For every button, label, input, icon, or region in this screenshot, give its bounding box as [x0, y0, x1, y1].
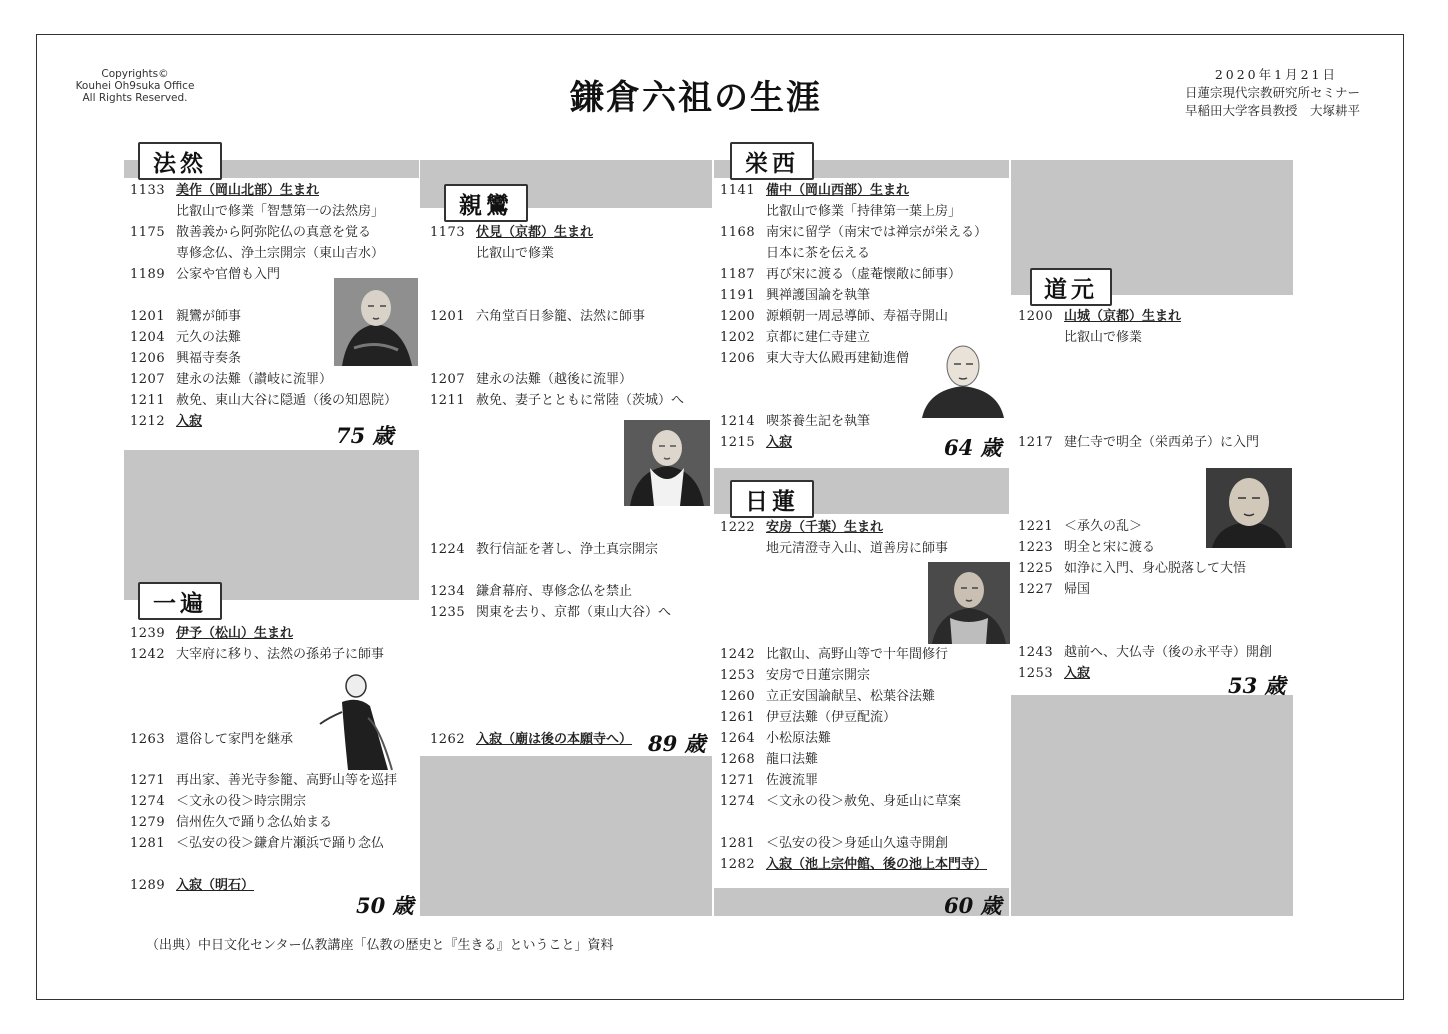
event-year: 1264 — [720, 731, 756, 746]
nichiren-event-row — [720, 729, 831, 749]
shinran-event-row — [430, 540, 658, 560]
event-year: 1206 — [720, 351, 756, 366]
shinran-event-row — [430, 307, 645, 327]
event-description: 親鸞が師事 — [176, 309, 242, 324]
event-year: 1261 — [720, 710, 756, 725]
shinran-event-row — [430, 391, 684, 411]
event-description: 興福寺奏条 — [176, 351, 242, 366]
event-year: 1189 — [130, 267, 166, 282]
eisai-event-row — [720, 412, 870, 432]
event-year: 1204 — [130, 330, 166, 345]
event-description: 立正安国論献呈、松葉谷法難 — [766, 689, 936, 704]
event-description: 京都に建仁寺建立 — [766, 330, 871, 345]
seminar-name: 日蓮宗現代宗教研究所セミナー — [1184, 85, 1360, 100]
nichiren-age: 60 歳 — [944, 893, 1002, 918]
event-year: 1274 — [720, 794, 756, 809]
page-title: 鎌倉六祖の生涯 — [570, 78, 822, 118]
eisai-event-row — [720, 307, 948, 327]
nichiren-event-row — [720, 518, 883, 538]
event-year: 1217 — [1018, 435, 1054, 450]
event-year: 1191 — [720, 288, 756, 303]
event-year: 1239 — [130, 626, 166, 641]
event-description: 建永の法難（越後に流罪） — [476, 372, 633, 387]
event-description: 公家や官僧も入門 — [176, 267, 281, 282]
event-year: 1212 — [130, 414, 166, 429]
date: 2020年1月21日 — [1214, 67, 1338, 82]
event-description: 再出家、善光寺参籠、高野山等を巡拝 — [176, 773, 398, 788]
event-year: 1253 — [1018, 666, 1054, 681]
event-description: 元久の法難 — [176, 330, 242, 345]
ippen-name-tab: 一遍 — [138, 582, 222, 620]
event-description: 帰国 — [1064, 582, 1091, 597]
event-description: 龍口法難 — [766, 752, 819, 767]
honen-event-row — [130, 244, 384, 264]
event-year: 1282 — [720, 857, 756, 872]
event-year: 1200 — [1018, 309, 1054, 324]
eisai-name-tab: 栄西 — [730, 142, 814, 180]
event-description: 入寂 — [766, 435, 793, 450]
author: 早稲田大学客員教授 大塚耕平 — [1184, 103, 1360, 118]
event-year: 1207 — [430, 372, 466, 387]
dogen-event-row — [1018, 433, 1259, 453]
event-year: 1271 — [720, 773, 756, 788]
event-description: 教行信証を著し、浄土真宗開宗 — [476, 542, 659, 557]
event-year: 1214 — [720, 414, 756, 429]
event-description: 比叡山で修業「智慧第一の法然房」 — [176, 204, 385, 219]
event-year: 1271 — [130, 773, 166, 788]
eisai-event-row — [720, 433, 792, 453]
event-year: 1202 — [720, 330, 756, 345]
nichiren-event-row — [720, 834, 948, 854]
dogen-event-row — [1018, 328, 1142, 348]
ippen-event-row — [130, 645, 384, 665]
honen-event-row — [130, 391, 397, 411]
event-description: 比叡山、高野山等で十年間修行 — [766, 647, 949, 662]
event-description: 比叡山で修業 — [1064, 330, 1143, 345]
event-description: 佐渡流罪 — [766, 773, 819, 788]
ippen-event-row — [130, 876, 254, 896]
event-year: 1279 — [130, 815, 166, 830]
honen-event-row — [130, 265, 280, 285]
event-year: 1263 — [130, 732, 166, 747]
eisai-portrait — [918, 338, 1008, 418]
copyright-line: Kouhei Oh9suka Office — [75, 80, 195, 92]
eisai-event-row — [720, 328, 870, 348]
event-description: ＜承久の乱＞ — [1064, 519, 1143, 534]
monk-portrait-icon — [1206, 468, 1292, 548]
event-description: 比叡山で修業「持律第一葉上房」 — [766, 204, 962, 219]
honen-event-row — [130, 223, 371, 243]
event-description: 伏見（京都）生まれ — [476, 225, 594, 240]
dogen-event-row — [1018, 517, 1142, 537]
event-description: 鎌倉幕府、専修念仏を禁止 — [476, 584, 633, 599]
event-year: 1207 — [130, 372, 166, 387]
ippen-portrait — [318, 672, 408, 772]
ippen-event-row — [130, 730, 293, 750]
eisai-event-row — [720, 349, 909, 369]
monk-portrait-icon — [928, 562, 1010, 644]
event-year: 1173 — [430, 225, 466, 240]
ippen-event-row — [130, 792, 306, 812]
event-description: 大宰府に移り、法然の孫弟子に師事 — [176, 647, 385, 662]
event-description: 六角堂百日参籠、法然に師事 — [476, 309, 646, 324]
nichiren-event-row — [720, 771, 818, 791]
event-year: 1200 — [720, 309, 756, 324]
nichiren-event-row — [720, 687, 935, 707]
event-year: 1227 — [1018, 582, 1054, 597]
nichiren-event-row — [720, 708, 896, 728]
event-year: 1133 — [130, 183, 166, 198]
monk-portrait-icon — [334, 278, 418, 366]
header-meta — [1185, 66, 1360, 120]
honen-event-row — [130, 370, 332, 390]
eisai-event-row — [720, 286, 870, 306]
event-year: 1262 — [430, 732, 466, 747]
eisai-event-row — [720, 265, 961, 285]
eisai-event-row — [720, 202, 961, 222]
event-description: ＜文永の役＞赦免、身延山に草案 — [766, 794, 962, 809]
event-description: 東大寺大仏殿再建勧進僧 — [766, 351, 910, 366]
event-description: 喫茶養生記を執筆 — [766, 414, 871, 429]
event-description: 入寂（池上宗仲館、後の池上本門寺） — [766, 857, 988, 872]
event-year: 1243 — [1018, 645, 1054, 660]
event-year: 1260 — [720, 689, 756, 704]
shinran-event-row — [430, 244, 554, 264]
ippen-event-row — [130, 624, 293, 644]
copyright-notice — [74, 68, 196, 104]
event-description: 越前へ、大仏寺（後の永平寺）開創 — [1064, 645, 1273, 660]
ippen-event-row — [130, 813, 332, 833]
event-year: 1225 — [1018, 561, 1054, 576]
source-citation: （出典）中日文化センター仏教講座「仏教の歴史と『生きる』ということ」資料 — [146, 938, 614, 953]
event-description: 源頼朝一周忌導師、寿福寺開山 — [766, 309, 949, 324]
event-year: 1221 — [1018, 519, 1054, 534]
dogen-event-row — [1018, 664, 1090, 684]
event-description: 伊予（松山）生まれ — [176, 626, 294, 641]
event-description: 安房で日蓮宗開宗 — [766, 668, 871, 683]
event-description: ＜弘安の役＞身延山久遠寺開創 — [766, 836, 949, 851]
eisai-event-row — [720, 223, 987, 243]
copyright-line: All Rights Reserved. — [82, 92, 188, 104]
dogen-event-row — [1018, 538, 1155, 558]
event-year: 1234 — [430, 584, 466, 599]
event-description: 明全と宋に渡る — [1064, 540, 1156, 555]
dogen-event-row — [1018, 307, 1181, 327]
copyright-line: Copyrights© — [101, 68, 169, 80]
event-description: 如浄に入門、身心脱落して大悟 — [1064, 561, 1247, 576]
honen-event-row — [130, 349, 241, 369]
eisai-event-row — [720, 181, 909, 201]
event-description: 興禅護国論を執筆 — [766, 288, 871, 303]
event-year: 1281 — [720, 836, 756, 851]
event-year: 1242 — [720, 647, 756, 662]
dogen-event-row — [1018, 580, 1090, 600]
event-description: 南宋に留学（南宋では禅宗が栄える） — [766, 225, 988, 240]
dogen-portrait — [1206, 468, 1292, 548]
event-description: ＜文永の役＞時宗開宗 — [176, 794, 307, 809]
event-description: 地元清澄寺入山、道善房に師事 — [766, 541, 949, 556]
shinran-event-row — [430, 370, 632, 390]
dogen-event-row — [1018, 643, 1272, 663]
event-year: 1289 — [130, 878, 166, 893]
event-year: 1187 — [720, 267, 756, 282]
event-year: 1201 — [430, 309, 466, 324]
event-description: 伊豆法難（伊豆配流） — [766, 710, 897, 725]
monk-portrait-icon — [918, 338, 1008, 418]
honen-event-row — [130, 412, 202, 432]
honen-portrait — [334, 278, 418, 366]
nichiren-event-row — [720, 855, 987, 875]
nichiren-event-row — [720, 792, 961, 812]
event-description: 専修念仏、浄土宗開宗（東山吉水） — [176, 246, 385, 261]
dogen-name-tab: 道元 — [1030, 268, 1112, 306]
honen-age: 75 歳 — [336, 423, 394, 448]
event-year: 1141 — [720, 183, 756, 198]
shinran-event-row — [430, 603, 671, 623]
shinran-event-row — [430, 730, 632, 750]
event-year: 1201 — [130, 309, 166, 324]
event-year: 1211 — [430, 393, 466, 408]
event-year: 1223 — [1018, 540, 1054, 555]
eisai-age: 64 歳 — [944, 435, 1002, 460]
shinran-name-tab: 親鸞 — [444, 184, 528, 222]
event-year: 1224 — [430, 542, 466, 557]
event-year: 1168 — [720, 225, 756, 240]
shinran-event-row — [430, 582, 632, 602]
event-description: 小松原法難 — [766, 731, 832, 746]
nichiren-event-row — [720, 666, 870, 686]
event-year: 1235 — [430, 605, 466, 620]
dogen-event-row — [1018, 559, 1246, 579]
event-year: 1222 — [720, 520, 756, 535]
nichiren-event-row — [720, 539, 948, 559]
event-description: 入寂 — [1064, 666, 1091, 681]
nichiren-name-tab: 日蓮 — [730, 480, 814, 518]
event-description: 入寂（明石） — [176, 878, 255, 893]
shinran-event-row — [430, 223, 593, 243]
event-description: 還俗して家門を継承 — [176, 732, 294, 747]
monk-portrait-icon — [318, 672, 408, 772]
event-description: 日本に茶を伝える — [766, 246, 871, 261]
event-description: 散善義から阿弥陀仏の真意を覚る — [176, 225, 372, 240]
ippen-event-row — [130, 834, 384, 854]
event-year: 1242 — [130, 647, 166, 662]
honen-name-tab: 法然 — [138, 142, 222, 180]
honen-event-row — [130, 202, 384, 222]
event-year: 1268 — [720, 752, 756, 767]
event-year: 1206 — [130, 351, 166, 366]
nichiren-portrait — [928, 562, 1010, 644]
ippen-event-row — [130, 771, 397, 791]
monk-portrait-icon — [624, 420, 710, 506]
nichiren-event-row — [720, 645, 948, 665]
event-description: 赦免、妻子とともに常陸（茨城）へ — [476, 393, 685, 408]
event-year: 1281 — [130, 836, 166, 851]
honen-event-row — [130, 307, 241, 327]
event-description: 建永の法難（讃岐に流罪） — [176, 372, 333, 387]
event-description: 美作（岡山北部）生まれ — [176, 183, 320, 198]
event-description: 再び宋に渡る（虚菴懐敞に師事） — [766, 267, 962, 282]
event-description: 関東を去り、京都（東山大谷）へ — [476, 605, 672, 620]
event-description: 信州佐久で踊り念仏始まる — [176, 815, 333, 830]
shinran-portrait — [624, 420, 710, 506]
event-year: 1253 — [720, 668, 756, 683]
event-year: 1211 — [130, 393, 166, 408]
event-description: 山城（京都）生まれ — [1064, 309, 1182, 324]
event-description: 比叡山で修業 — [476, 246, 555, 261]
event-year: 1215 — [720, 435, 756, 450]
shinran-age: 89 歳 — [648, 731, 706, 756]
nichiren-event-row — [720, 750, 818, 770]
event-description: 備中（岡山西部）生まれ — [766, 183, 910, 198]
event-description: ＜弘安の役＞鎌倉片瀬浜で踊り念仏 — [176, 836, 385, 851]
event-year: 1175 — [130, 225, 166, 240]
event-description: 入寂 — [176, 414, 203, 429]
ippen-age: 50 歳 — [356, 893, 414, 918]
event-description: 赦免、東山大谷に隠遁（後の知恩院） — [176, 393, 398, 408]
dogen-age: 53 歳 — [1228, 673, 1286, 698]
honen-event-row — [130, 328, 241, 348]
event-year: 1274 — [130, 794, 166, 809]
eisai-event-row — [720, 244, 870, 264]
event-description: 入寂（廟は後の本願寺へ） — [476, 732, 633, 747]
honen-event-row — [130, 181, 319, 201]
event-description: 建仁寺で明全（栄西弟子）に入門 — [1064, 435, 1260, 450]
event-description: 安房（千葉）生まれ — [766, 520, 884, 535]
